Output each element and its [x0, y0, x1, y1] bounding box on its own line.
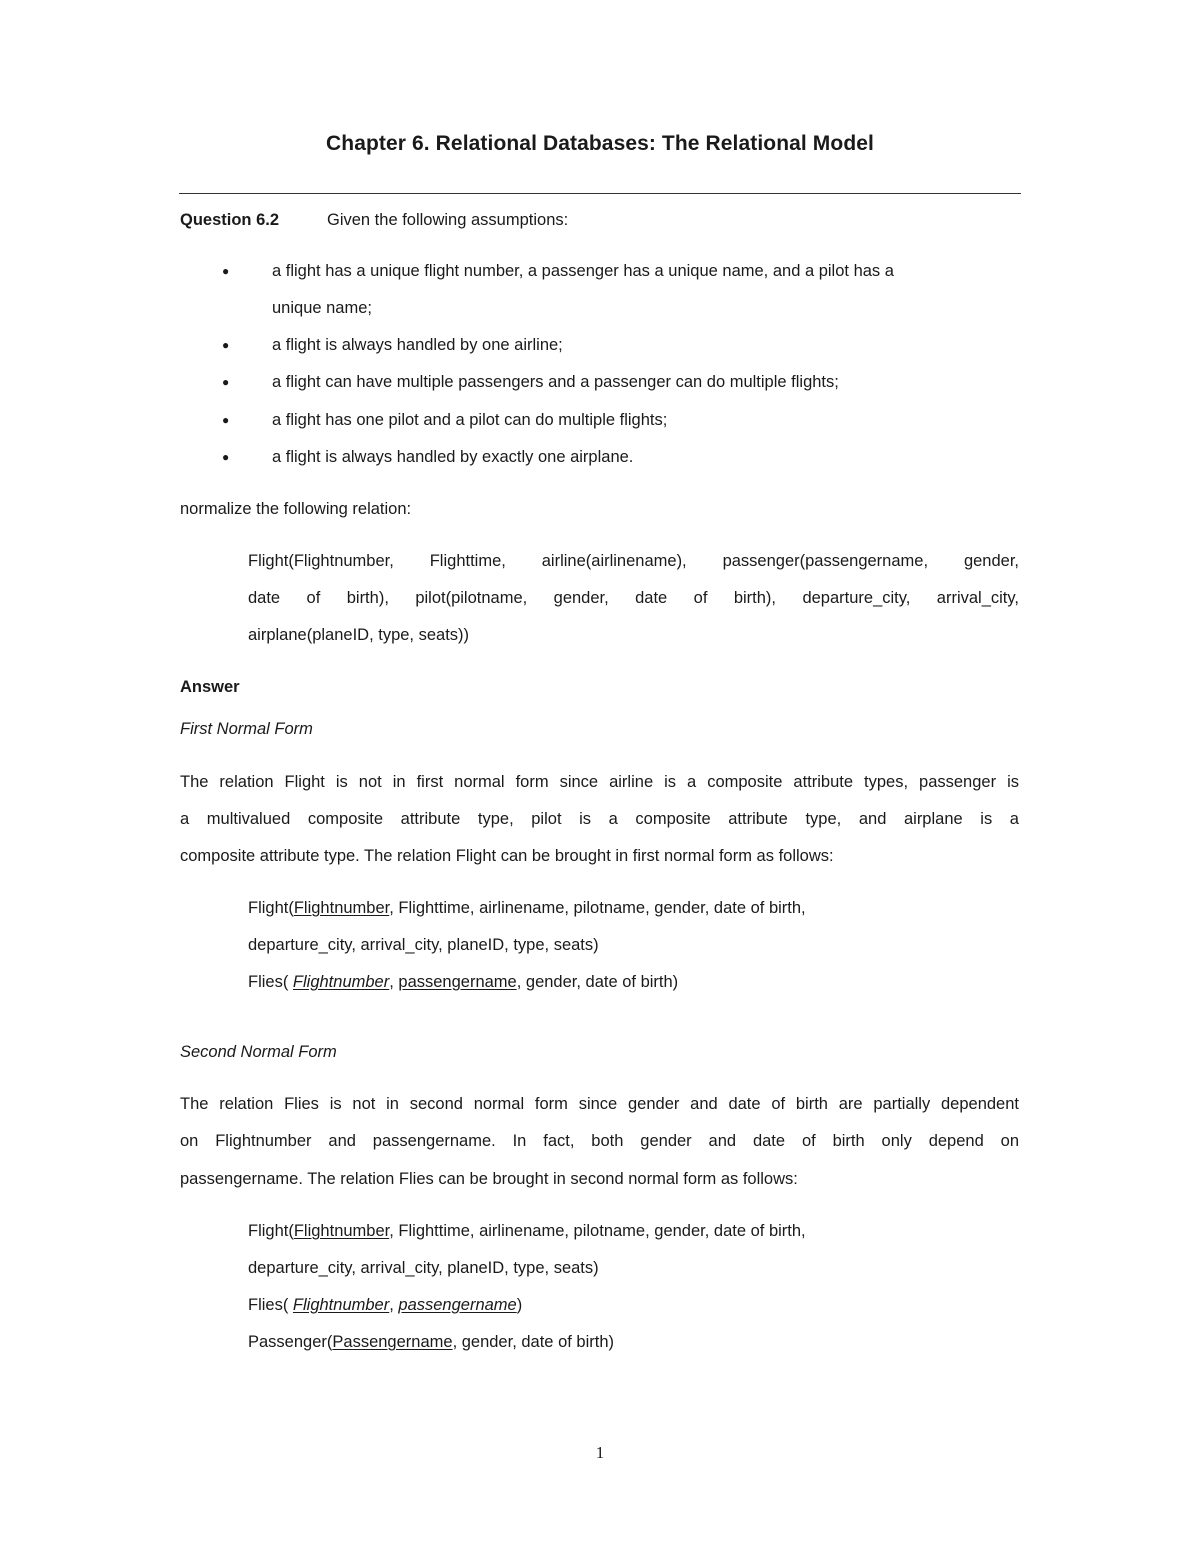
bullet-item: a flight is always handled by one airline;	[272, 336, 563, 354]
page-number: 1	[595, 1443, 605, 1462]
first-nf-paragraph-line: composite attribute type. The relation Flight can be brought in first normal form as follows:	[180, 847, 834, 865]
bullet-item: a flight is always handled by exactly one airplane.	[272, 448, 634, 466]
second-nf-passenger-relation	[248, 1332, 614, 1352]
bullet-icon: ●	[222, 375, 230, 389]
first-nf-flight-relation-continuation: departure_city, arrival_city, planeID, type, seats)	[248, 936, 599, 954]
first-nf-paragraph-line: The relation Flight is not in first normal form since airline is a composite attribute types, passenger is	[180, 773, 1019, 791]
bullet-item: a flight has one pilot and a pilot can do multiple flights;	[272, 411, 668, 429]
bullet-icon: ●	[222, 338, 230, 352]
relation-prefix: Passenger(	[248, 1333, 333, 1351]
relation-attributes: , gender, date of birth)	[516, 973, 679, 991]
primary-key: Passengername	[332, 1333, 453, 1351]
second-nf-flight-relation	[248, 1221, 806, 1241]
bullet-item-continuation: unique name;	[272, 299, 372, 317]
second-nf-heading: Second Normal Form	[180, 1043, 337, 1061]
second-nf-flight-relation-continuation: departure_city, arrival_city, planeID, type, seats)	[248, 1259, 599, 1277]
relation-attributes: , Flighttime, airlinename, pilotname, gender, date of birth,	[389, 1222, 806, 1240]
question-intro: Given the following assumptions:	[327, 211, 569, 229]
separator: ,	[389, 1296, 399, 1314]
first-nf-paragraph-line: a multivalued composite attribute type, pilot is a composite attribute type, and airplane is a	[180, 810, 1019, 828]
bullet-item: a flight has a unique flight number, a passenger has a unique name, and a pilot has a	[272, 262, 894, 280]
page-title: Chapter 6. Relational Databases: The Relational Model	[326, 132, 874, 155]
relation-line: airplane(planeID, type, seats))	[248, 626, 470, 644]
foreign-key: passengername	[398, 1296, 517, 1314]
second-nf-paragraph-line: on Flightnumber and passengername. In fact, both gender and date of birth only depend on	[180, 1132, 1019, 1150]
relation-attributes: , gender, date of birth)	[452, 1333, 615, 1351]
second-nf-paragraph-line: passengername. The relation Flies can be brought in second normal form as follows:	[180, 1170, 798, 1188]
second-nf-flies-relation	[248, 1295, 522, 1315]
relation-attributes: )	[516, 1296, 523, 1314]
answer-heading: Answer	[180, 678, 240, 696]
relation-prefix: Flies(	[248, 1296, 293, 1314]
first-nf-flight-relation	[248, 898, 806, 918]
relation-attributes: , Flighttime, airlinename, pilotname, gender, date of birth,	[389, 899, 806, 917]
primary-key: passengername	[398, 973, 517, 991]
first-nf-flies-relation	[248, 972, 678, 992]
instruction-text: normalize the following relation:	[180, 500, 412, 518]
relation-prefix: Flight(	[248, 1222, 294, 1240]
relation-line: Flight(Flightnumber, Flighttime, airline(airlinename), passenger(passengername, gender,	[248, 552, 1019, 570]
relation-prefix: Flies(	[248, 973, 293, 991]
question-label: Question 6.2	[180, 211, 280, 229]
bullet-icon: ●	[222, 264, 230, 278]
foreign-key: Flightnumber	[292, 973, 390, 991]
primary-key: Flightnumber	[293, 899, 390, 917]
first-nf-heading: First Normal Form	[180, 720, 313, 738]
bullet-icon: ●	[222, 450, 230, 464]
relation-line: date of birth), pilot(pilotname, gender, date of birth), departure_city, arrival_city,	[248, 589, 1019, 607]
title-divider	[179, 193, 1021, 194]
foreign-key: Flightnumber	[292, 1296, 390, 1314]
primary-key: Flightnumber	[293, 1222, 390, 1240]
second-nf-paragraph-line: The relation Flies is not in second normal form since gender and date of birth are partially dependent	[180, 1095, 1019, 1113]
bullet-icon: ●	[222, 413, 230, 427]
relation-prefix: Flight(	[248, 899, 294, 917]
separator: ,	[389, 973, 399, 991]
bullet-item: a flight can have multiple passengers and a passenger can do multiple flights;	[272, 373, 839, 391]
